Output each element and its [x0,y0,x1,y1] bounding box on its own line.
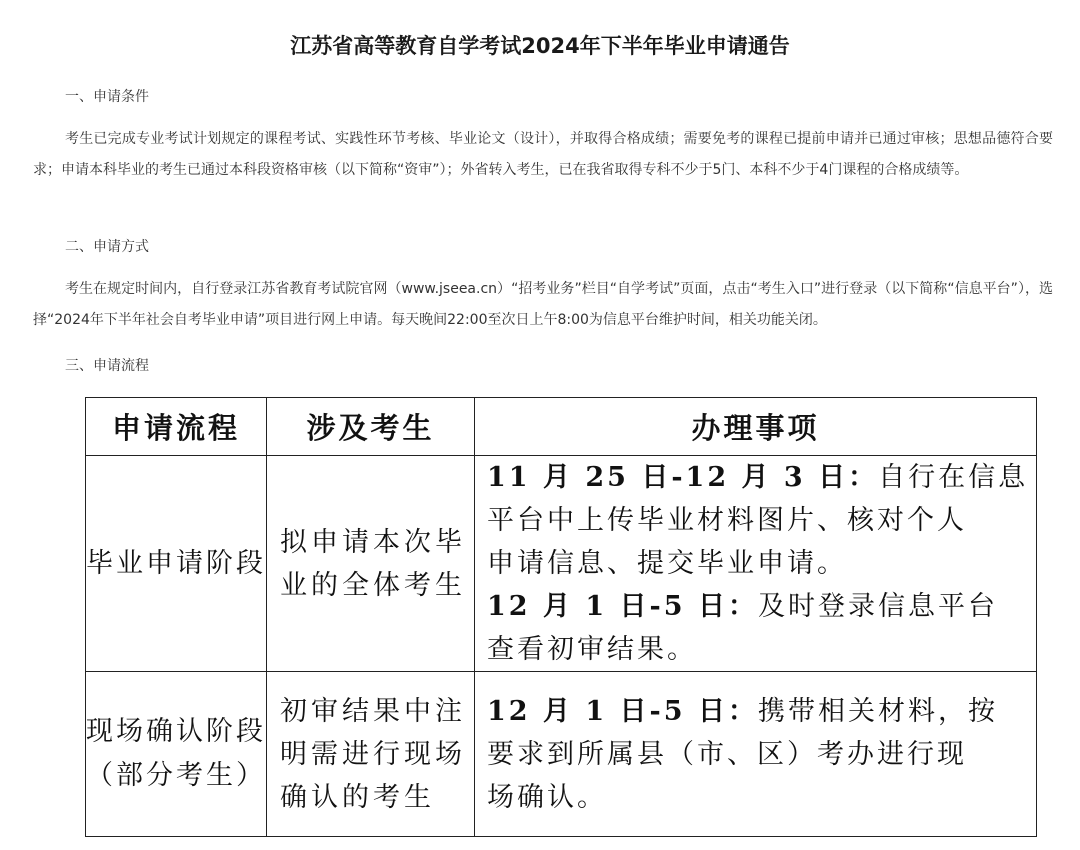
item-date: 11 月 25 日-12 月 3 日： [487,462,879,493]
item-line [487,499,1028,542]
students-text: 拟申请本次毕 [280,526,466,558]
process-table [85,397,1037,837]
item-text: 自行在信息 [878,462,1029,493]
table-row [86,672,1037,837]
paragraph-method: 考生在规定时间内，自行登录江苏省教育考试院官网（www.jseea.cn）“招考业务”栏目“自学考试”页面，点击“考生入口”进行登录（以下简称“信息平台”），选择“2024年下半年社会自考毕业申请”项目进行网上申请。每天晚间22:00至次日上午8:00为信息平台维护时间，相关功能关闭。 [33,281,1053,328]
item-line [487,776,1028,819]
stage-cell [86,456,267,672]
item-line [487,628,1028,671]
students-cell [267,456,475,672]
section-heading-conditions: 一、申请条件 [65,89,149,105]
students-text: 初审结果中注 [280,695,466,727]
item-line [487,733,1028,776]
item-line [487,542,1028,585]
item-text: 及时登录信息平台 [757,591,998,622]
header-process: 申请流程 [86,398,267,456]
section-heading-process: 三、申请流程 [65,358,149,374]
students-text: 明需进行现场 [280,738,466,770]
students-text: 确认的考生 [280,781,435,813]
item-line [487,456,1028,499]
items-cell [475,456,1037,672]
header-items: 办理事项 [475,398,1037,456]
item-date: 12 月 1 日-5 日： [487,695,758,727]
stage-cell [86,672,267,837]
item-text: 携带相关材料，按 [757,695,998,727]
items-cell [475,672,1037,837]
stage-text: （部分考生） [86,760,266,791]
item-text: 查看初审结果。 [487,634,697,665]
paragraph-conditions: 考生已完成专业考试计划规定的课程考试、实践性环节考核、毕业论文（设计），并取得合格成绩；需要免考的课程已提前申请并已通过审核；思想品德符合要求；申请本科毕业的考生已通过本科段资格审核（以下简称“资审”）；外省转入考生，已在我省取得专科不少于5门、本科不少于4门课程的合格成绩等。 [33,131,1053,178]
stage-text: 毕业申请阶段 [86,547,266,579]
item-text: 申请信息、提交毕业申请。 [487,548,847,579]
item-date: 12 月 1 日-5 日： [487,591,758,622]
table-header-row [86,398,1037,456]
item-line [487,690,1028,733]
item-line [487,585,1028,628]
table-row [86,456,1037,672]
page-title: 江苏省高等教育自学考试2024年下半年毕业申请通告 [290,34,790,58]
stage-text: 现场确认阶段 [86,716,266,747]
header-students: 涉及考生 [267,398,475,456]
item-text: 要求到所属县（市、区）考办进行现 [487,738,967,770]
students-cell [267,672,475,837]
students-text: 业的全体考生 [280,569,466,601]
section-heading-method: 二、申请方式 [65,239,149,255]
item-text: 场确认。 [487,781,607,813]
item-text: 平台中上传毕业材料图片、核对个人 [487,505,967,536]
